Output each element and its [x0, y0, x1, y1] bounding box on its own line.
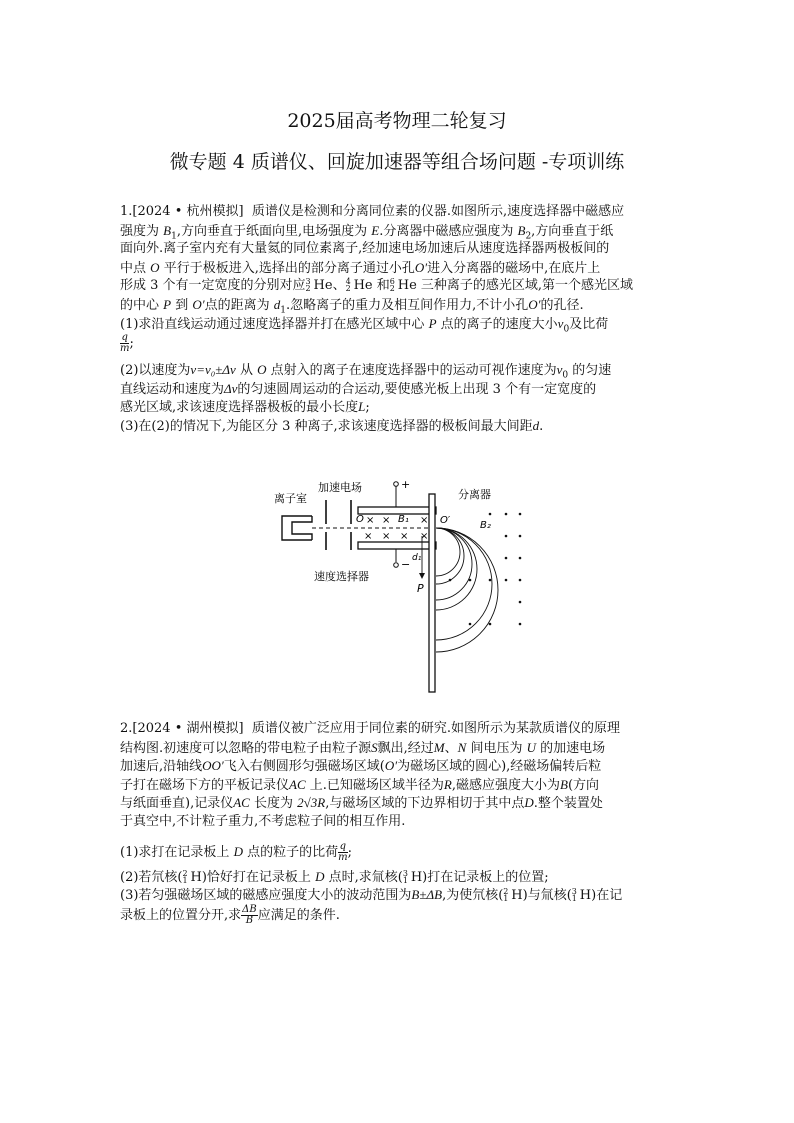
q1-text: 质谱仪是检测和分离同位素的仪器.如图所示,速度选择器中磁感应	[251, 204, 625, 219]
atomic-number: 2	[305, 284, 311, 294]
label-B1: B₁	[398, 514, 409, 525]
q1-line-6	[120, 296, 680, 315]
symbol-sub: 1	[171, 231, 177, 242]
q1-text: .	[539, 418, 544, 434]
symbol: v	[557, 315, 564, 331]
q2-line-3	[120, 757, 680, 776]
q1-part-3	[120, 417, 680, 436]
label-plus: +	[401, 478, 411, 491]
isotope-he6	[390, 278, 398, 292]
q1-line-2	[120, 222, 680, 241]
q2-text: 加速后,沿轴线	[120, 759, 203, 775]
q1-part-1	[120, 315, 680, 334]
label-point-P: P	[417, 582, 424, 595]
q1-text: ,方向垂直于纸	[531, 223, 614, 239]
trajectory-arc	[436, 528, 460, 576]
q2-line-1	[120, 720, 680, 739]
q1-text: 进入分离器的磁场中,在底片上	[427, 260, 601, 276]
symbol: AC	[233, 795, 250, 811]
q1-line-5	[120, 277, 680, 296]
trajectory-arc	[436, 528, 498, 652]
field-cross: ×	[366, 515, 375, 526]
symbol: D	[315, 868, 325, 884]
q2-number: 2.	[120, 721, 133, 736]
symbol: E	[371, 222, 380, 238]
symbol: O	[150, 259, 160, 275]
terminal-bottom	[394, 563, 399, 568]
field-cross: ×	[364, 531, 373, 542]
q1-text: 的匀速圆周运动的合运动,要使感光板上出现 3 个有一定宽度的	[237, 381, 597, 397]
q1-text: 形成 3 个有一定宽度的分别对应	[120, 278, 306, 294]
symbol: M	[433, 739, 445, 755]
q1-text: 的中心	[120, 297, 160, 313]
question-1	[120, 203, 680, 436]
symbol-sub: 2	[525, 231, 532, 242]
q1-text: ;	[129, 336, 134, 352]
symbol: AC	[289, 776, 306, 792]
mass-number: 2	[503, 887, 509, 897]
separator-wall	[429, 494, 435, 692]
field-cross: ×	[420, 515, 429, 526]
question-2	[120, 720, 680, 927]
q2-text: 点时,求氚核(	[328, 869, 403, 885]
q1-text: 平行于极板进入,选择出的部分离子通过小孔	[163, 260, 415, 276]
q2-text: 间电压为	[470, 740, 523, 756]
symbol: O′	[414, 259, 428, 275]
q2-text: 、	[444, 740, 458, 756]
page-title: 2025届高考物理二轮复习	[287, 110, 507, 132]
q2-text: 为磁场区域的圆心),经磁场偏转后粒	[397, 759, 602, 775]
symbol: v=v₀±Δv	[190, 362, 236, 378]
isotope-h2	[183, 870, 191, 884]
ratio-q-over-m	[338, 842, 347, 863]
q1-part-1-frac	[120, 333, 680, 355]
symbol: d	[273, 296, 281, 312]
symbol: L	[358, 399, 366, 415]
q2-text: 录板上的位置分开,求	[120, 907, 242, 923]
mass-number: 3	[402, 868, 408, 878]
q2-text: H)在记	[579, 888, 623, 904]
atomic-number: 2	[345, 284, 351, 294]
q1-text: (1)求沿直线运动通过速度选择器并打在感光区域中心	[120, 316, 425, 332]
q2-source: [2024 • 湖州模拟]	[132, 721, 244, 736]
q1-text: 及比荷	[569, 316, 609, 332]
q2-text: ,磁感应强度大小为	[451, 777, 561, 793]
symbol-sub: 0	[563, 324, 570, 335]
q1-text: 直线运动和速度为	[120, 381, 225, 397]
symbol: P	[428, 315, 437, 331]
symbol: O′	[192, 296, 205, 312]
field-cross: ×	[420, 531, 429, 542]
symbol: B	[163, 222, 172, 238]
fraction-numerator: ΔB	[242, 903, 257, 915]
q2-text: (方向	[567, 777, 600, 793]
d1-arrow	[419, 573, 425, 579]
label-B2: B₂	[480, 520, 491, 531]
q2-part-3	[120, 886, 680, 905]
field-cross: ×	[400, 531, 409, 542]
page-subtitle: 微专题 4 质谱仪、回旋加速器等组合场问题 -专项训练	[169, 151, 625, 173]
q2-text: H)与氚核(	[511, 888, 572, 904]
fraction-denominator: m	[338, 851, 348, 863]
trajectory-arc	[436, 528, 472, 600]
symbol: B	[560, 776, 568, 792]
label-ion-chamber: 离子室	[274, 492, 307, 505]
label-point-Oprime: O′	[440, 515, 451, 526]
symbol: U	[526, 739, 536, 755]
isotope-he3	[306, 278, 314, 292]
symbol: N	[457, 739, 467, 755]
q1-text: 的孔径.	[540, 297, 584, 313]
label-separator: 分离器	[458, 488, 491, 501]
q2-text: (2)若氘核(	[120, 869, 183, 885]
symbol: D	[524, 795, 534, 811]
q2-text: ;	[347, 844, 352, 860]
q1-text: 中点	[120, 260, 147, 276]
q1-number: 1.	[120, 204, 133, 219]
label-accel-field: 加速电场	[318, 481, 362, 494]
q2-text: 质谱仪被广泛应用于同位素的研究.如图所示为某款质谱仪的原理	[251, 721, 620, 736]
q2-text: .整个装置处	[533, 796, 603, 812]
q2-text: 长度为	[253, 796, 293, 812]
q1-line-3	[120, 240, 680, 259]
q1-text: .分离器中磁感应强度为	[379, 223, 514, 239]
isotope-h3	[403, 870, 411, 884]
symbol-sub: 0	[562, 370, 569, 381]
q2-line-2	[120, 739, 680, 758]
symbol: v	[556, 362, 563, 378]
q2-line-5	[120, 794, 680, 813]
field-cross: ×	[382, 515, 391, 526]
symbol: P	[163, 296, 172, 312]
symbol-sub: 1	[280, 305, 287, 316]
q1-text: 的匀速	[572, 363, 612, 379]
selector-plate-top	[358, 507, 436, 514]
q1-text: 强度为	[120, 223, 160, 239]
label-point-O: O	[356, 514, 364, 525]
q1-text: 点射入的离子在速度选择器中的运动可视作速度为	[270, 363, 557, 379]
q1-text: (3)在(2)的情况下,为能区分 3 种离子,求该速度选择器的极板间最大间距	[120, 418, 533, 434]
q2-text: (3)若匀强磁场区域的磁感应强度大小的波动范围为	[120, 888, 412, 904]
q2-text: (1)求打在记录板上	[120, 844, 230, 860]
mass-number: 4	[345, 277, 351, 287]
q1-line-4	[120, 259, 680, 278]
q2-line-6	[120, 813, 680, 832]
symbol: 2√3R	[297, 795, 326, 811]
q1-text: (2)以速度为	[120, 363, 191, 379]
trajectory-arc	[436, 528, 492, 640]
q1-text: .忽略离子的重力及相互间作用力,不计小孔	[286, 297, 529, 313]
label-minus: −	[401, 558, 411, 571]
symbol: d	[532, 417, 540, 433]
q2-text: H)恰好打在记录板上	[190, 869, 311, 885]
symbol: OO′	[202, 758, 224, 774]
fraction-numerator: q	[121, 332, 128, 344]
q2-text: 于真空中,不计粒子重力,不考虑粒子间的相互作用.	[120, 813, 406, 829]
ion-chamber-shape	[282, 516, 312, 540]
mass-number: 3	[571, 887, 577, 897]
atomic-number: 1	[503, 894, 509, 904]
q2-part-1	[120, 842, 680, 864]
atomic-number: 2	[389, 284, 395, 294]
q1-part-2	[120, 361, 680, 380]
label-velocity-selector: 速度选择器	[314, 570, 369, 583]
q2-text: 飞入右侧圆形匀强磁场区域(	[223, 759, 385, 775]
fraction-numerator: q	[339, 840, 347, 852]
q2-text: 应满足的条件.	[257, 907, 340, 923]
atomic-number: 1	[182, 875, 188, 885]
q2-text: 结构图.初速度可以忽略的带电粒子由粒子源	[120, 740, 372, 756]
symbol: Δv	[224, 380, 238, 396]
q1-text: ,方向垂直于纸面向里,电场强度为	[176, 223, 368, 239]
q2-text: ,与磁场区域的下边界相切于其中点	[325, 796, 525, 812]
q1-line-1	[120, 203, 680, 222]
atomic-number: 1	[402, 875, 408, 885]
q2-text: H)打在记录板上的位置;	[410, 869, 549, 885]
symbol: B±ΔB	[411, 887, 443, 903]
symbol: R	[443, 776, 452, 792]
q1-text: 面向外.离子室内充有大量氦的同位素离子,经加速电场加速后从速度选择器两极板间的	[120, 241, 610, 257]
q2-text: 点的粒子的比荷	[247, 844, 339, 860]
field-cross: ×	[382, 531, 391, 542]
symbol: D	[233, 843, 243, 859]
terminal-top	[394, 482, 399, 487]
q1-text: 从	[239, 363, 253, 379]
q1-source: [2024 • 杭州模拟]	[132, 204, 244, 219]
symbol: S	[371, 739, 378, 755]
q2-text: ,为使氘核(	[442, 888, 504, 904]
symbol: O	[257, 362, 267, 378]
q1-part-2c	[120, 398, 680, 417]
mass-number: 2	[182, 868, 188, 878]
q1-text: ;	[365, 400, 370, 416]
symbol: O′	[528, 296, 541, 312]
q1-text: 点的离子的速度大小	[440, 316, 558, 332]
isotope-he4	[346, 278, 354, 292]
symbol: O′	[384, 758, 398, 774]
fraction-denominator: m	[120, 343, 130, 355]
q1-text: 感光区域,求该速度选择器极板的最小长度	[120, 400, 359, 416]
mass-number: 6	[389, 277, 395, 287]
q2-text: 与纸面垂直),记录仪	[120, 796, 234, 812]
fraction-denominator: B	[245, 914, 254, 926]
atomic-number: 1	[571, 894, 577, 904]
q2-part-3b	[120, 905, 680, 927]
label-d1: d₁	[412, 553, 422, 563]
q1-text: 点的距离为	[204, 297, 270, 313]
q1-text: He、	[313, 278, 346, 294]
q1-text: He 和	[353, 278, 390, 294]
q1-part-2b	[120, 380, 680, 399]
isotope-h2	[503, 888, 511, 902]
symbol: B	[517, 222, 526, 238]
q2-text: 子打在磁场下方的平板记录仪	[120, 777, 290, 793]
q1-text: He 三种离子的感光区域,第一个感光区域	[397, 278, 634, 294]
mass-spectrometer-diagram	[270, 476, 530, 696]
q2-text: 的加速电场	[540, 740, 606, 756]
q1-text: 到	[175, 297, 189, 313]
isotope-h3	[572, 888, 580, 902]
selector-plate-bottom	[358, 542, 436, 549]
mass-number: 3	[305, 277, 311, 287]
q2-text: 上.已知磁场区域半径为	[309, 777, 444, 793]
q2-part-2	[120, 868, 680, 887]
ratio-dB-over-B	[241, 905, 258, 926]
q2-text: 飘出,经过	[377, 740, 434, 756]
q2-line-4	[120, 776, 680, 795]
